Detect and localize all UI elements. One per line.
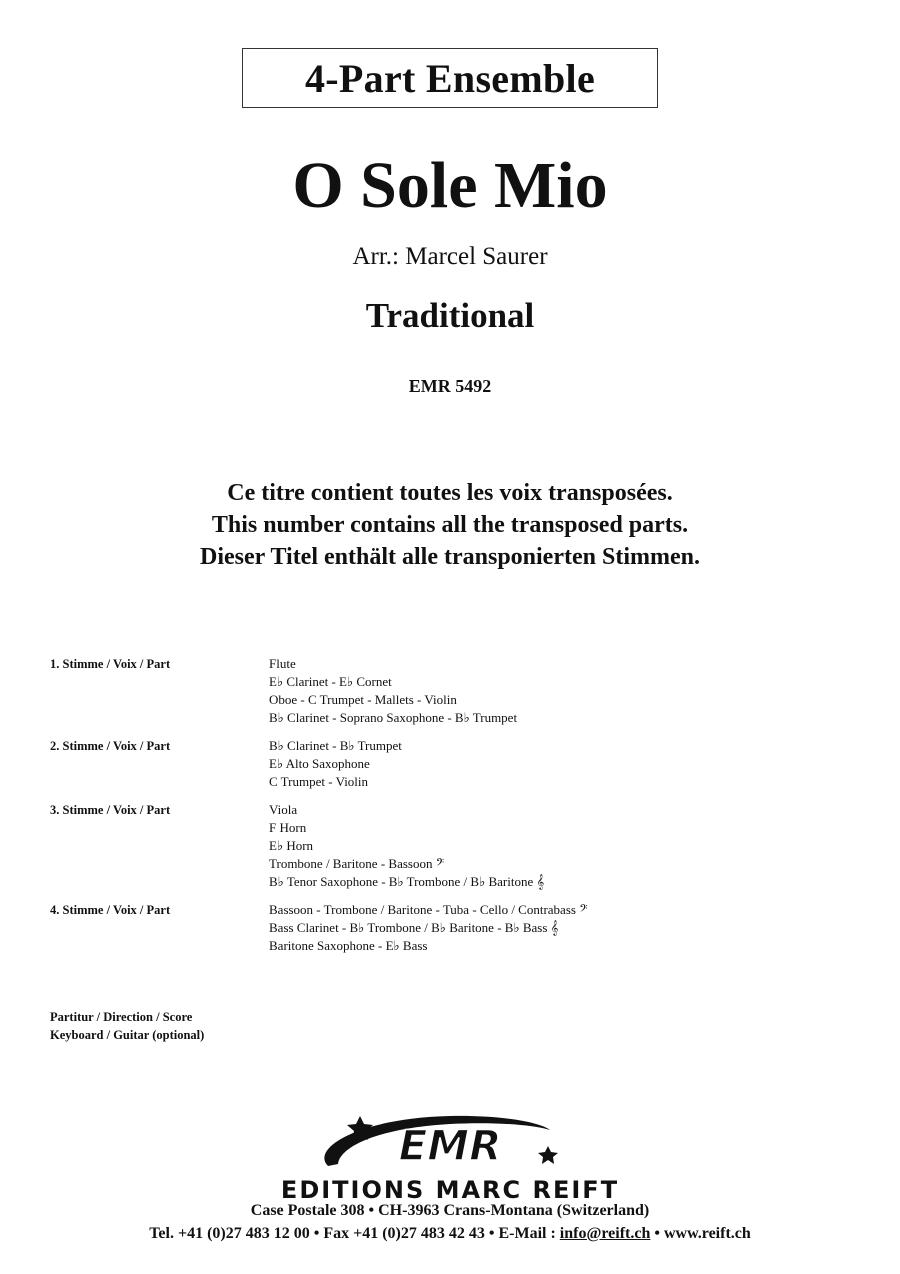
email-link[interactable]: info@reift.ch [559, 1225, 651, 1242]
composer-credit: Traditional [365, 296, 535, 335]
instrument-line: Baritone Saxophone - E♭ Bass [269, 938, 428, 953]
instrument-line: Flute [269, 656, 296, 671]
piece-title: O Sole Mio [292, 149, 608, 222]
part-label: 1. Stimme / Voix / Part [50, 657, 171, 671]
instrument-list [269, 737, 850, 791]
part-group-4 [50, 901, 850, 955]
instrument-line: C Trumpet - Violin [269, 774, 369, 789]
contact-phone-fax: Tel. +41 (0)27 483 12 00 • Fax +41 (0)27 483 42 43 • E-Mail : [149, 1225, 560, 1242]
part-label: 2. Stimme / Voix / Part [50, 739, 171, 753]
notice-english: This number contains all the transposed parts. [211, 512, 689, 538]
publisher-name: EDITIONS MARC REIFT [280, 1176, 620, 1204]
ensemble-label: 4-Part Ensemble [304, 55, 595, 101]
transposition-notice [0, 477, 900, 573]
publisher-address: Case Postale 308 • CH-3963 Crans-Montana (Switzerland) [250, 1202, 650, 1219]
instrument-line: Bassoon - Trombone / Baritone - Tuba - Cello / Contrabass 𝄢 [269, 902, 588, 917]
instrument-line: E♭ Alto Saxophone [269, 756, 370, 771]
logo-star-icon [538, 1146, 558, 1164]
catalog-number: EMR 5492 [408, 376, 492, 396]
ensemble-box [242, 48, 658, 108]
score-label: Partitur / Direction / Score [50, 1010, 193, 1024]
part-label: 4. Stimme / Voix / Part [50, 903, 171, 917]
instrument-list [269, 901, 850, 955]
keyboard-label: Keyboard / Guitar (optional) [50, 1028, 205, 1042]
instrument-line: E♭ Clarinet - E♭ Cornet [269, 674, 392, 689]
notice-german: Dieser Titel enthält alle transponierten Stimmen. [200, 544, 700, 570]
part-label: 3. Stimme / Voix / Part [50, 803, 171, 817]
instrument-line: F Horn [269, 820, 307, 835]
instrument-line: B♭ Clarinet - B♭ Trumpet [269, 738, 402, 753]
instrument-list [269, 655, 850, 727]
instrument-line: Bass Clarinet - B♭ Trombone / B♭ Baritone - B♭ Bass 𝄞 [269, 920, 559, 935]
emr-logo [300, 1108, 600, 1182]
parts-list [50, 655, 850, 965]
logo-text: EMR [398, 1121, 502, 1170]
instrument-line: B♭ Tenor Saxophone - B♭ Trombone / B♭ Baritone 𝄞 [269, 874, 545, 889]
instrument-list [269, 801, 850, 891]
instrument-line: Trombone / Baritone - Bassoon 𝄢 [269, 856, 445, 871]
notice-french: Ce titre contient toutes les voix transposées. [227, 480, 673, 506]
part-group-2 [50, 737, 850, 791]
instrument-line: E♭ Horn [269, 838, 314, 853]
instrument-line: Oboe - C Trumpet - Mallets - Violin [269, 692, 457, 707]
part-group-1 [50, 655, 850, 727]
part-group-3 [50, 801, 850, 891]
publisher-contact [0, 1225, 900, 1243]
instrument-line: B♭ Clarinet - Soprano Saxophone - B♭ Trumpet [269, 710, 518, 725]
instrument-line: Viola [269, 802, 298, 817]
arranger-credit: Arr.: Marcel Saurer [352, 243, 548, 270]
website-text: • www.reift.ch [650, 1225, 751, 1242]
extras-list [50, 1008, 204, 1044]
